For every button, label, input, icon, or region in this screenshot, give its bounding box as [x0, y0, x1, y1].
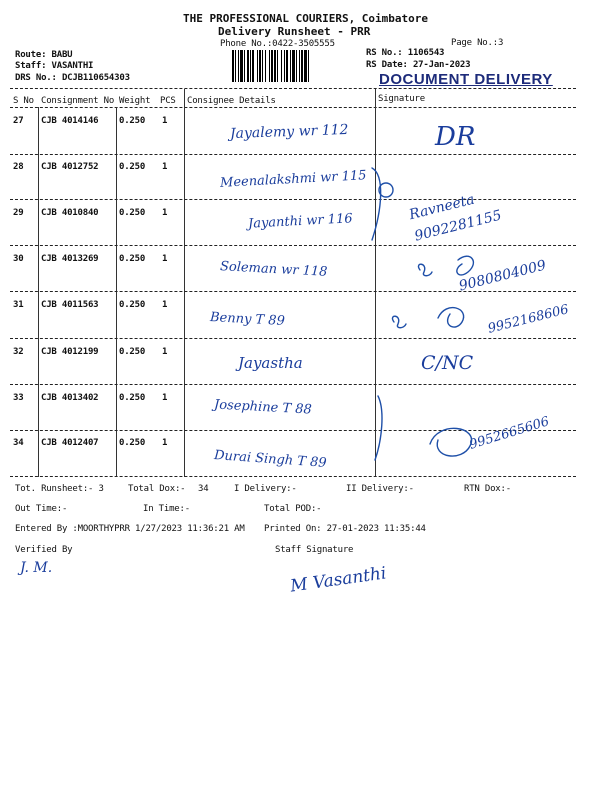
row-weight: 0.250	[119, 162, 146, 172]
row-signature: 9080804009	[457, 257, 548, 295]
row-consignee-handwriting: Jayastha	[238, 354, 303, 372]
alpha-mark	[392, 316, 406, 328]
tot-runsheet: Tot. Runsheet:- 3	[15, 484, 104, 494]
row-consignee-handwriting: Jayanthi wr 116	[247, 211, 353, 232]
ii-delivery: II Delivery:-	[346, 484, 414, 494]
total-pod: Total POD:-	[264, 504, 322, 514]
row-pcs: 1	[162, 254, 168, 264]
row-pcs: 1	[162, 300, 168, 310]
row-consignment: CJB 4012407	[41, 438, 99, 448]
drs-number: DRS No.: DCJB110654303	[15, 73, 130, 83]
staff-signature-label: Staff Signature	[275, 545, 354, 555]
col-consignment: Consignment No	[41, 96, 115, 106]
total-dox-value: 34	[198, 484, 209, 494]
bracket-scribble	[375, 396, 382, 460]
bracket-scribble	[372, 168, 381, 240]
route-label: Route: BABU	[15, 50, 73, 60]
company-name: THE PROFESSIONAL COURIERS, Coimbatore	[183, 12, 429, 25]
i-delivery: I Delivery:-	[234, 484, 297, 494]
loop-scribble	[457, 256, 474, 275]
row-sno: 28	[13, 162, 24, 172]
printed-on: Printed On: 27-01-2023 11:35:44	[264, 524, 426, 534]
row-pcs: 1	[162, 347, 168, 357]
verified-by-label: Verified By	[15, 545, 73, 555]
col-pcs: PCS	[160, 96, 176, 106]
col-sno: S No	[13, 96, 34, 106]
row-consignment: CJB 4012199	[41, 347, 99, 357]
entered-by: Entered By :MOORTHYPRR 1/27/2023 11:36:21 AM	[15, 524, 245, 534]
row-signature: Ravneeta 9092281155	[407, 191, 504, 245]
row-pcs: 1	[162, 393, 168, 403]
row-weight: 0.250	[119, 116, 146, 126]
out-time: Out Time:-	[15, 504, 68, 514]
signature-loop	[438, 308, 464, 327]
col-weight: Weight	[119, 96, 151, 106]
document-delivery-stamp: DOCUMENT DELIVERY	[379, 71, 553, 88]
row-sno: 32	[13, 347, 24, 357]
row-signature: 9952168606	[486, 302, 571, 337]
row-weight: 0.250	[119, 438, 146, 448]
row-sno: 34	[13, 438, 24, 448]
row-weight: 0.250	[119, 347, 146, 357]
row-consignee-handwriting: Josephine T 88	[213, 397, 313, 418]
row-pcs: 1	[162, 116, 168, 126]
row-consignment: CJB 4011563	[41, 300, 99, 310]
row-weight: 0.250	[119, 300, 146, 310]
row-sno: 29	[13, 208, 24, 218]
row-pcs: 1	[162, 208, 168, 218]
row-consignee-handwriting: Jayalemy wr 112	[229, 121, 349, 143]
row-consignee-handwriting: Meenalakshmi wr 115	[219, 168, 367, 191]
row-pcs: 1	[162, 438, 168, 448]
row-consignment: CJB 4012752	[41, 162, 99, 172]
staff-label: Staff: VASANTHI	[15, 61, 94, 71]
row-consignee-handwriting: Benny T 89	[209, 310, 286, 329]
col-consignee: Consignee Details	[187, 96, 276, 106]
row-sno: 33	[13, 393, 24, 403]
row-consignee-handwriting: Durai Singh T 89	[213, 448, 328, 471]
row-consignment: CJB 4014146	[41, 116, 99, 126]
row-weight: 0.250	[119, 208, 146, 218]
row-pcs: 1	[162, 162, 168, 172]
rtn-dox: RTN Dox:-	[464, 484, 511, 494]
row-weight: 0.250	[119, 254, 146, 264]
in-time: In Time:-	[143, 504, 190, 514]
phone-number: Phone No.:0422-3505555	[220, 39, 335, 49]
row-consignment: CJB 4010840	[41, 208, 99, 218]
row-consignment: CJB 4013402	[41, 393, 99, 403]
total-dox-label: Total Dox:-	[128, 484, 186, 494]
rs-date: RS Date: 27-Jan-2023	[366, 60, 471, 70]
row-signature: 9952665606	[467, 414, 552, 453]
row-consignee-handwriting: Soleman wr 118	[219, 259, 328, 280]
row-consignment: CJB 4013269	[41, 254, 99, 264]
row-signature: C/NC	[421, 352, 474, 374]
alpha-mark	[418, 264, 432, 276]
page-number: Page No.:3	[451, 38, 504, 48]
row-weight: 0.250	[119, 393, 146, 403]
col-signature: Signature	[378, 94, 425, 104]
row-signature: DR	[435, 122, 476, 152]
row-sno: 27	[13, 116, 24, 126]
row-sno: 30	[13, 254, 24, 264]
row-sno: 31	[13, 300, 24, 310]
verifier-signature: J. M.	[20, 560, 53, 576]
staff-signature: M Vasanthi	[289, 563, 388, 597]
signature-loop	[430, 428, 472, 456]
rs-number: RS No.: 1106543	[366, 48, 445, 58]
sheet-title: Delivery Runsheet - PRR	[218, 25, 371, 38]
